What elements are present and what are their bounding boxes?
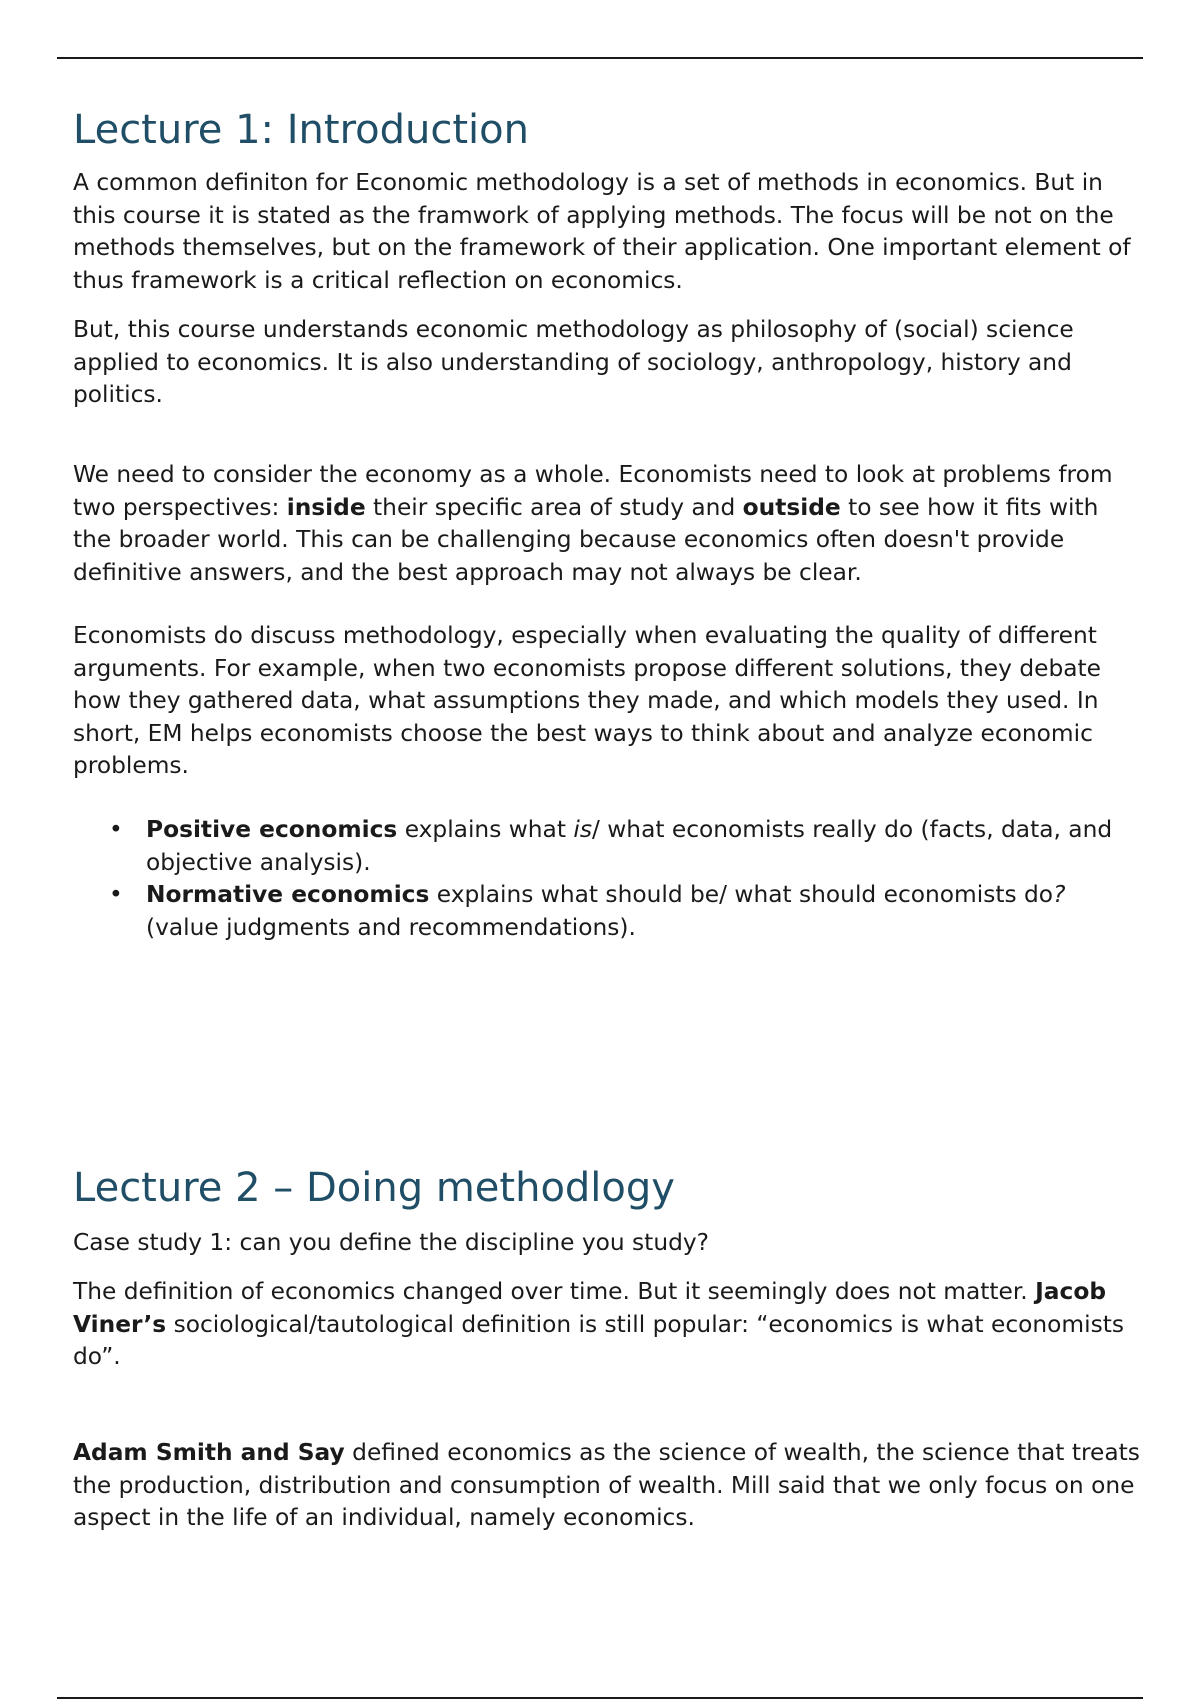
p3-bold-outside: outside [742, 493, 841, 521]
bullet-text-post: (value judgments and recommendations). [146, 913, 636, 941]
lecture-2-paragraph-2 [73, 1276, 1141, 1374]
economics-bullet-list [73, 814, 1141, 944]
top-rule [57, 57, 1143, 59]
list-item-normative-economics [73, 879, 1141, 944]
p3-text-d: to see how it fits with the broader world. This can be challenging because economics often doesn't provide definitive answers, and the best approach may not always be clear. [73, 493, 1099, 586]
l2-p2-text-c: sociological/tautological definition is still popular: “economics is what economists do”. [73, 1310, 1125, 1370]
l2-p3-bold-smith-say: Adam Smith and Say [73, 1439, 345, 1466]
p3-text-a: We need to consider the economy as a whole. Economists need to look at problems from two perspectives: [73, 461, 1113, 521]
l2-p3-text-c: defined economics as the science of wealth, the science that treats the production, distribution and consumption of wealth. Mill said that we only focus on one aspect in the life of an individual, namely economics. [73, 1439, 1140, 1531]
bullet-text-post: / what economists really do (facts, data, and objective analysis). [146, 816, 1113, 876]
lecture-1-paragraph-1 [73, 167, 1141, 297]
list-item-positive-economics [73, 814, 1141, 879]
lecture-2-heading-block [73, 1164, 1141, 1212]
l2-p2-text-a: The definition of economics changed over time. But it seemingly does not matter. [73, 1278, 1036, 1305]
bullet-list [73, 814, 1141, 944]
lecture-1-heading-block [73, 106, 1141, 154]
lecture-2-p2-text [73, 1276, 1141, 1374]
lecture-2-heading: Lecture 2 – Doing methodlogy [73, 1165, 675, 1211]
lecture-1-paragraph-2 [73, 314, 1141, 412]
bullet-term: Positive economics [146, 816, 398, 843]
bottom-rule [57, 1697, 1143, 1699]
lecture-2-p1-text: Case study 1: can you define the discipline you study? [73, 1229, 710, 1256]
lecture-1-paragraph-3 [73, 459, 1141, 589]
bullet-marker: • [109, 881, 123, 908]
lecture-2-paragraph-1 [73, 1227, 1141, 1260]
lecture-2-p3-text [73, 1437, 1141, 1535]
lecture-1-p4-text: Economists do discuss methodology, especially when evaluating the quality of different arguments. For example, when two economists propose different solutions, they debate how they gathered data, what assumptions they made, and which models they used. In short, EM helps economists choose the best ways to think about and analyze economic problems. [73, 622, 1101, 779]
lecture-1-p3-text [73, 459, 1141, 589]
bullet-term: Normative economics [146, 881, 430, 908]
p3-text-c: their specific area of study and [365, 493, 743, 521]
lecture-1-paragraph-4 [73, 620, 1141, 783]
lecture-1-p1-text: A common definiton for Economic methodology is a set of methods in economics. But in this course it is stated as the framwork of applying methods. The focus will be not on the methods themselves, but on the framework of their application. One important element of thus framework is a critical reflection on economics. [73, 169, 1131, 294]
l2-p2-bold-viner: Jacob Viner’s [73, 1278, 1107, 1338]
p3-bold-inside: inside [286, 493, 366, 521]
lecture-1-p2-text: But, this course understands economic methodology as philosophy of (social) science applied to economics. It is also understanding of sociology, anthropology, history and politics. [73, 316, 1074, 408]
bullet-text-pre: explains what should be/ what should economists do [429, 881, 1054, 908]
bullet-text-pre: explains what [397, 816, 574, 843]
lecture-2-paragraph-3 [73, 1437, 1141, 1535]
bullet-marker: • [109, 816, 123, 843]
bullet-text-emphasis: is [573, 816, 592, 843]
lecture-1-heading: Lecture 1: Introduction [73, 107, 529, 153]
bullet-text-emphasis: ? [1053, 881, 1066, 908]
